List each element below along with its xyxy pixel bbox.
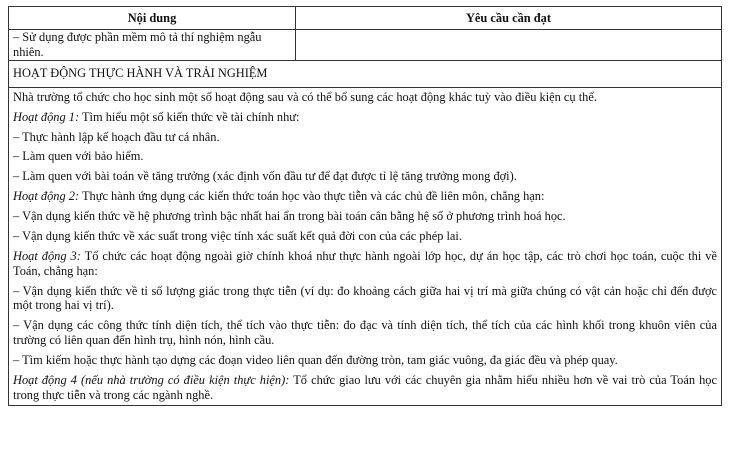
header-noi-dung: Nội dung <box>9 7 296 30</box>
section-title: HOẠT ĐỘNG THỰC HÀNH VÀ TRẢI NGHIỆM <box>9 60 722 87</box>
activity1-item: – Thực hành lập kế hoạch đầu tư cá nhân. <box>13 129 220 144</box>
table-row <box>9 30 722 61</box>
activity4-text: Tổ chức giao lưu với các chuyên gia nhằm hiểu nhiều hơn về vai trò của Toán học trong thực tiễn và trong các ngành nghề. <box>13 372 717 402</box>
activity3-text: Tổ chức các hoạt động ngoài giờ chính khoá như thực hành ngoài lớp học, dự án học tập, các trò chơi học toán, cuộc thi về Toán, chẳng hạn: <box>13 248 717 278</box>
empty-cell <box>296 30 722 61</box>
activity2-label: Hoạt động 2: <box>13 189 80 204</box>
activity2-heading <box>13 189 717 204</box>
activity3-item: – Tìm kiếm hoặc thực hành tạo dựng các đoạn video liên quan đến đường tròn, tam giác vuông, đa giác đều và phép quay. <box>13 353 618 367</box>
activity1-item: – Làm quen với bảo hiểm. <box>13 149 144 164</box>
activity1-heading <box>13 110 717 125</box>
table-header-row <box>9 7 722 30</box>
activity1-label: Hoạt động 1: <box>13 109 80 124</box>
section-title-row <box>9 60 722 87</box>
curriculum-document <box>8 6 721 406</box>
intro-text: Nhà trường tổ chức cho học sinh một số hoạt động sau và có thể bổ sung các hoạt động khác tuỳ vào điều kiện cụ thể. <box>13 89 597 104</box>
activities-cell <box>9 87 722 405</box>
activity4-label: Hoạt động 4 (nếu nhà trường có điều kiện thực hiện): <box>13 372 290 387</box>
curriculum-table <box>8 6 722 406</box>
activity3-label: Hoạt động 3: <box>13 248 81 263</box>
activity2-item: – Vận dụng kiến thức về hệ phương trình bậc nhất hai ẩn trong bài toán cân bằng hệ số ở phương trình hoá học. <box>13 209 566 223</box>
activity3-item: – Vận dụng kiến thức về tỉ số lượng giác trong thực tiễn (ví dụ: đo khoảng cách giữa hai vị trí mà giữa chúng có vật cản hoặc chỉ đến được một trong hai vị trí). <box>13 283 717 313</box>
activity1-text: Tìm hiểu một số kiến thức về tài chính như: <box>79 109 300 124</box>
activity3-item: – Vận dụng các công thức tính diện tích, thể tích vào thực tiễn: đo đạc và tính diện tích, thể tích của các hình khối trong khuôn viên của trường có liên quan đến hình trụ, hình nón, hình cầu. <box>13 318 717 348</box>
activity3-heading <box>13 249 717 279</box>
activity1-item: – Làm quen với bài toán về tăng trưởng (xác định vốn đầu tư để đạt được tỉ lệ tăng trưởng mong đợi). <box>13 169 517 184</box>
software-requirement: – Sử dụng được phần mềm mô tả thí nghiệm ngẫu nhiên. <box>13 30 262 59</box>
activities-row <box>9 87 722 405</box>
software-requirement-cell <box>9 30 296 61</box>
activity4-heading <box>13 373 717 403</box>
activity2-item: – Vận dụng kiến thức về xác suất trong việc tính xác suất kết quả đời con của các phép lai. <box>13 228 462 243</box>
activity2-text: Thực hành ứng dụng các kiến thức toán học vào thực tiễn và các chủ đề liên môn, chẳng hạn: <box>79 189 545 204</box>
header-yeu-cau: Yêu cầu cần đạt <box>296 7 722 30</box>
